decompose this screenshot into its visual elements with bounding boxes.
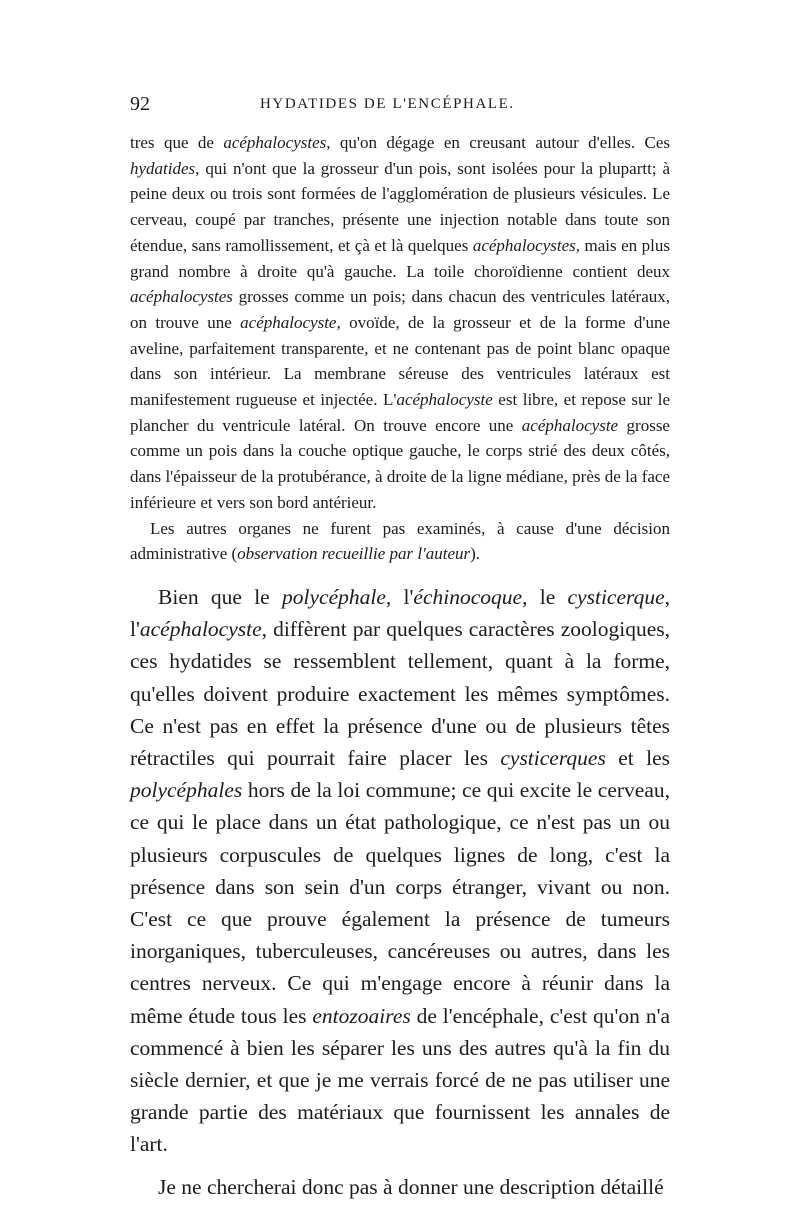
text-run: , l' — [130, 584, 670, 642]
text-run: Je ne chercherai donc pas à donner une description détaillé — [158, 1174, 664, 1199]
main-paragraph-1 — [130, 581, 670, 1161]
text-run: hors de la loi commune; ce qui excite le cerveau, ce qui le place dans un état pathologique, ce n'est pas un ou plusieurs corpuscules de quelques lignes de long, c'est la présence dans son sein d'un corps étranger, vivant ou non. C'est ce que prouve également la présence de tumeurs inorganiques, tuberculeuses, cancéreuses ou autres, dans les centres nerveux. Ce qui m'engage encore à réunir dans la même étude tous les — [130, 778, 670, 1028]
italic-term: échinocoque — [413, 584, 523, 609]
italic-term: cysticerques — [500, 745, 606, 770]
italic-term: acéphalocyste — [240, 312, 337, 332]
text-run: , qui n'ont que la grosseur d'un pois, sont isolées pour la plupartt; à peine deux ou trois sont formées de l'agglomération de plusieurs vésicules. Le cerveau, coupé par tranches, présente une injection notable dans toute son étendue, sans ramollissement, et çà et là quelques — [130, 158, 670, 255]
italic-term: acéphalocystes — [223, 133, 327, 152]
text-run: Les autres organes ne furent pas examinés, à cause d'une décision administrative ( — [130, 518, 670, 564]
main-text — [130, 581, 670, 1203]
text-run: , mais en plus grand nombre à droite qu'à gauche. La toile choroïdienne contient deux — [130, 235, 670, 281]
running-title: HYDATIDES DE L'ENCÉPHALE. — [260, 96, 515, 112]
page-header — [130, 93, 670, 123]
text-run: , ovoïde, de la grosseur et de la forme d'une aveline, parfaitement transparente, et ne contenant pas de point blanc opaque dans son intérieur. La membrane séreuse des ventricules latéraux est manifestement rugueuse et injectée. L' — [130, 312, 670, 410]
text-run: grosses comme un pois; dans chacun des ventricules latéraux, on trouve une — [130, 287, 670, 332]
text-run: tres que de — [130, 133, 224, 152]
note-paragraph-1 — [130, 130, 670, 516]
italic-term: acéphalocystes — [472, 235, 576, 255]
text-run: ). — [470, 544, 481, 564]
text-run: , le — [522, 584, 568, 609]
note-paragraph-2 — [130, 516, 670, 567]
italic-term: cysticerque — [567, 584, 665, 609]
observation-note — [130, 130, 670, 567]
text-run: Bien que le — [158, 584, 283, 609]
page-body — [130, 130, 670, 1203]
text-run: , diffèrent par quelques caractères zoologiques, ces hydatides se ressemblent tellement, quant à la forme, qu'elles doivent produire exactement les mêmes symptômes. Ce n'est pas en effet la présence d'une ou de plusieurs têtes rétractiles qui pourrait faire placer les — [130, 617, 670, 770]
main-paragraph-2 — [130, 1171, 670, 1203]
text-run: et les — [605, 745, 670, 770]
text-run: , qu'on dégage en creusant autour d'elles. Ces — [326, 133, 671, 152]
italic-term: entozoaires — [312, 1003, 411, 1028]
italic-attribution: observation recueillie par l'auteur — [237, 544, 471, 564]
text-run: est libre, et repose sur le plancher du ventricule latéral. On trouve encore une — [130, 390, 670, 435]
italic-term: acéphalocystes — [130, 287, 233, 307]
italic-term: hydatides — [130, 158, 196, 178]
text-run: , l' — [385, 584, 414, 609]
italic-term: polycéphales — [130, 778, 243, 803]
italic-term: acéphalocyste — [396, 390, 493, 410]
text-run: de l'encéphale, c'est qu'on n'a commencé à bien les séparer les uns des autres qu'à la fin du siècle dernier, et que je me verrais forcé de ne pas utiliser une grande partie des matériaux que fournissent les annales de l'art. — [130, 1003, 670, 1157]
italic-term: polycéphale — [282, 584, 386, 609]
page-number: 92 — [130, 93, 150, 115]
italic-term: acéphalocyste — [139, 617, 262, 642]
italic-term: acéphalocyste — [521, 415, 619, 435]
text-run: grosse comme un pois dans la couche optique gauche, le corps strié des deux côtés, dans l'épaisseur de la protubérance, à droite de la ligne médiane, près de la face inférieure et vers son bord antérieur. — [130, 415, 670, 512]
